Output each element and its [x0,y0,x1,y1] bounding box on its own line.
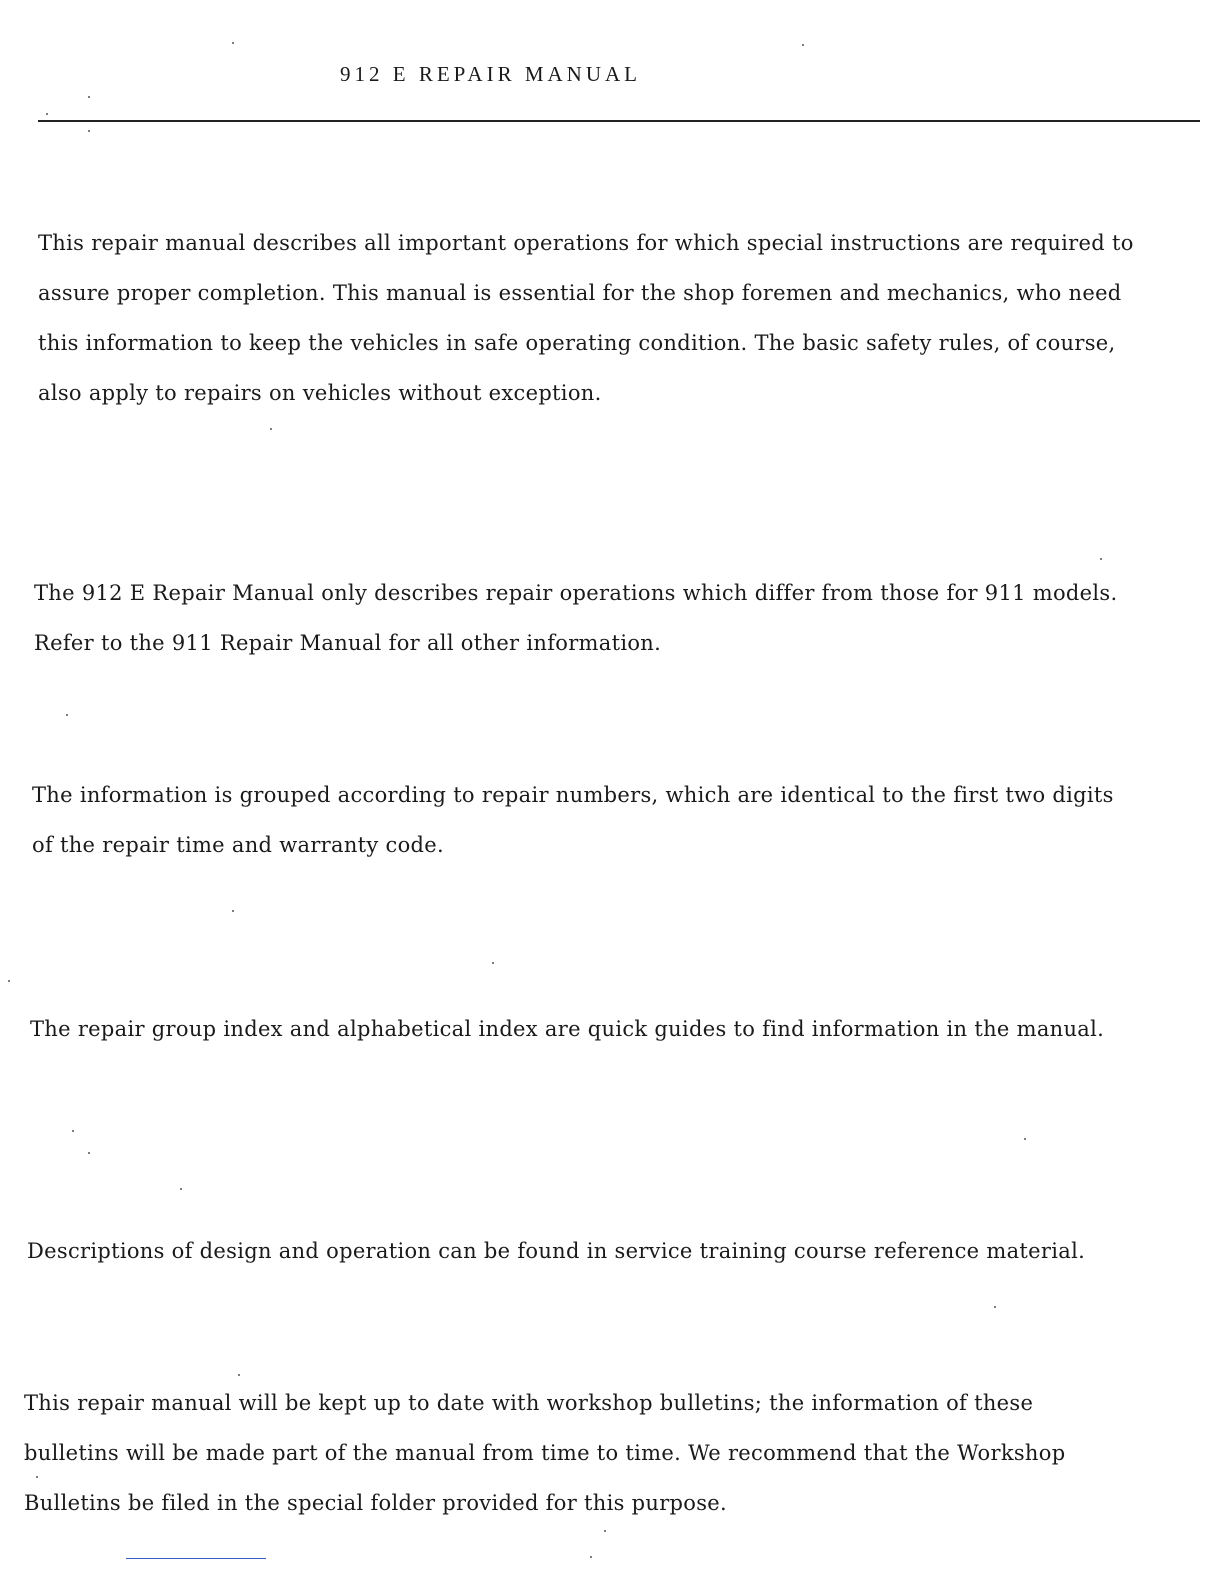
paragraph-scope [34,568,1117,668]
page-title: 912 E REPAIR MANUAL [340,62,641,86]
text-line: The 912 E Repair Manual only describes repair operations which differ from those for 911 models. [34,581,1118,605]
scan-speck [72,1130,74,1132]
scan-speck [1100,558,1102,560]
scan-speck [88,96,90,98]
bottom-edge-mark [126,1558,266,1559]
paragraph-introduction [38,218,1134,418]
text-line: bulletins will be made part of the manual from time to time. We recommend that the Workshop [24,1441,1066,1465]
text-line: The information is grouped according to repair numbers, which are identical to the first two digits [32,783,1114,807]
text-line: Descriptions of design and operation can be found in service training course reference material. [27,1239,1086,1263]
text-line: This repair manual will be kept up to date with workshop bulletins; the information of these [24,1391,1034,1415]
scan-speck [238,1374,240,1376]
scan-speck [802,44,804,46]
text-line: This repair manual describes all important operations for which special instructions are required to [38,231,1134,255]
scan-speck [88,1152,90,1154]
scan-speck [180,1188,182,1190]
scan-speck [66,714,68,716]
scan-speck [232,910,234,912]
text-line: assure proper completion. This manual is essential for the shop foremen and mechanics, who need [38,281,1122,305]
paragraph-grouping [32,770,1114,870]
text-line: Bulletins be filed in the special folder provided for this purpose. [24,1491,728,1515]
scan-speck [590,1556,592,1558]
text-line: Refer to the 911 Repair Manual for all other information. [34,631,662,655]
scan-speck [232,42,234,44]
paragraph-bulletins [24,1378,1065,1528]
paragraph-indexes [30,1004,1104,1054]
scan-speck [1024,1138,1026,1140]
text-line: also apply to repairs on vehicles without exception. [38,381,602,405]
scan-speck [8,980,10,982]
scan-speck [994,1306,996,1308]
text-line: of the repair time and warranty code. [32,833,444,857]
text-line: this information to keep the vehicles in safe operating condition. The basic safety rules, of course, [38,331,1116,355]
scan-speck [604,1530,606,1532]
scan-speck [88,130,90,132]
scan-speck [46,113,48,115]
text-line: The repair group index and alphabetical index are quick guides to find information in the manual. [30,1017,1105,1041]
scan-speck [36,1476,38,1478]
scan-speck [492,962,494,964]
paragraph-descriptions [27,1226,1085,1276]
header-divider [38,120,1200,122]
scan-speck [270,428,272,430]
